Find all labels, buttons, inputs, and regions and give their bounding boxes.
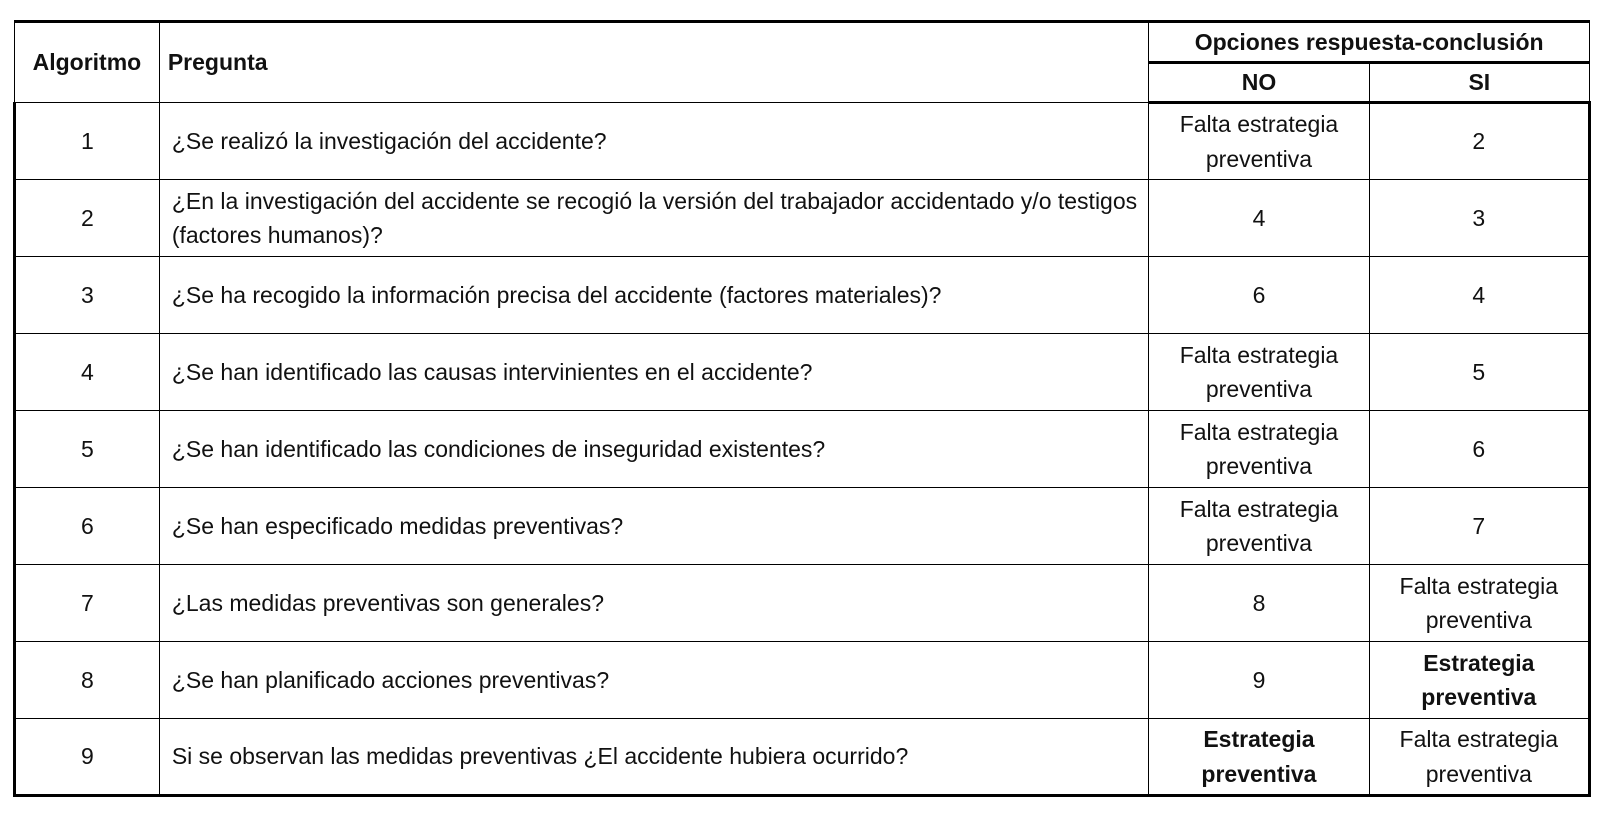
cell-pregunta: ¿Se han identificado las condiciones de inseguridad existentes? xyxy=(159,411,1148,488)
cell-no: Falta estrategia preventiva xyxy=(1149,411,1369,488)
cell-si: 5 xyxy=(1369,334,1589,411)
algorithm-table xyxy=(13,20,1591,797)
table-row xyxy=(15,565,1590,642)
cell-no: 8 xyxy=(1149,565,1369,642)
table-row xyxy=(15,334,1590,411)
cell-algoritmo: 8 xyxy=(15,642,160,719)
cell-pregunta: ¿Se han especificado medidas preventivas? xyxy=(159,488,1148,565)
cell-si: 3 xyxy=(1369,180,1589,257)
cell-algoritmo: 7 xyxy=(15,565,160,642)
cell-si: 6 xyxy=(1369,411,1589,488)
cell-no: 6 xyxy=(1149,257,1369,334)
cell-algoritmo: 1 xyxy=(15,103,160,180)
header-si: SI xyxy=(1369,63,1589,103)
cell-si: Falta estrategia preventiva xyxy=(1369,719,1589,796)
cell-no: Falta estrategia preventiva xyxy=(1149,334,1369,411)
cell-pregunta: ¿En la investigación del accidente se recogió la versión del trabajador accidentado y/o testigos (factores humanos)? xyxy=(159,180,1148,257)
cell-pregunta: ¿Las medidas preventivas son generales? xyxy=(159,565,1148,642)
cell-no: Falta estrategia preventiva xyxy=(1149,103,1369,180)
header-pregunta: Pregunta xyxy=(159,22,1148,103)
cell-si: 4 xyxy=(1369,257,1589,334)
cell-si: Falta estrategia preventiva xyxy=(1369,565,1589,642)
cell-algoritmo: 2 xyxy=(15,180,160,257)
cell-algoritmo: 5 xyxy=(15,411,160,488)
cell-no: Falta estrategia preventiva xyxy=(1149,488,1369,565)
header-algoritmo: Algoritmo xyxy=(15,22,160,103)
header-no: NO xyxy=(1149,63,1369,103)
cell-pregunta: ¿Se realizó la investigación del accidente? xyxy=(159,103,1148,180)
table-row xyxy=(15,180,1590,257)
cell-algoritmo: 9 xyxy=(15,719,160,796)
cell-pregunta: ¿Se ha recogido la información precisa del accidente (factores materiales)? xyxy=(159,257,1148,334)
cell-algoritmo: 6 xyxy=(15,488,160,565)
cell-algoritmo: 3 xyxy=(15,257,160,334)
cell-no: 9 xyxy=(1149,642,1369,719)
table-row xyxy=(15,257,1590,334)
cell-algoritmo: 4 xyxy=(15,334,160,411)
cell-pregunta: ¿Se han identificado las causas intervinientes en el accidente? xyxy=(159,334,1148,411)
cell-si: Estrategia preventiva xyxy=(1369,642,1589,719)
cell-no: Estrategia preventiva xyxy=(1149,719,1369,796)
table-row xyxy=(15,103,1590,180)
cell-si: 7 xyxy=(1369,488,1589,565)
table-row xyxy=(15,411,1590,488)
table-row xyxy=(15,719,1590,796)
header-opciones: Opciones respuesta-conclusión xyxy=(1149,22,1590,63)
cell-si: 2 xyxy=(1369,103,1589,180)
table-body xyxy=(15,103,1590,796)
cell-pregunta: Si se observan las medidas preventivas ¿El accidente hubiera ocurrido? xyxy=(159,719,1148,796)
cell-pregunta: ¿Se han planificado acciones preventivas? xyxy=(159,642,1148,719)
table-row xyxy=(15,488,1590,565)
cell-no: 4 xyxy=(1149,180,1369,257)
table-row xyxy=(15,642,1590,719)
table-header xyxy=(15,22,1590,103)
